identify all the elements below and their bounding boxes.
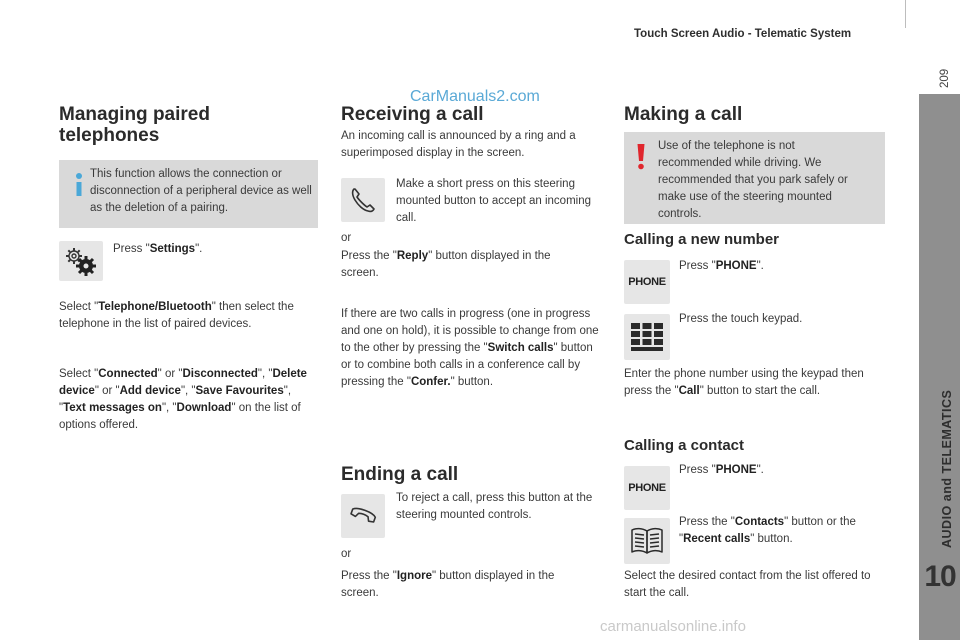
keypad-icon [630, 322, 664, 352]
warning-text: Use of the telephone is not recommended while driving. We recommended that you park safely or make use of the steering mounted controls. [658, 140, 848, 220]
header-title: Touch Screen Audio - Telematic System [634, 28, 852, 40]
enter-number-text: Enter the phone number using the keypad then press the "Call" button to start the call. [624, 368, 864, 397]
steering-reject-button-illustration [341, 494, 385, 538]
or-text-2: or [341, 548, 352, 560]
gear-icon [61, 244, 101, 278]
phone-answer-icon [347, 184, 379, 216]
info-box [59, 160, 318, 228]
select-contact-text: Select the desired contact from the list offered to start the call. [624, 570, 871, 599]
ignore-text: Press the "Ignore" button displayed in the screen. [341, 570, 555, 599]
info-text: This function allows the connection or disconnection of a peripheral device as well as the deletion of a pairing. [90, 168, 312, 214]
select-telephone-text: Select "Telephone/Bluetooth" then select the telephone in the list of paired devices. [59, 301, 294, 330]
page-number: 209 [939, 68, 951, 88]
section-title-making: Making a call [624, 104, 743, 125]
section-title-managing: Managing paired telephones [59, 104, 210, 146]
warning-box [624, 132, 885, 224]
subsection-contact: Calling a contact [624, 437, 745, 454]
phone-label: PHONE [628, 276, 666, 288]
select-options-text: Select "Connected" or "Disconnected", "Delete device" or "Add device", "Save Favourites", "Text messages on", "Download" on the list of options offered. [59, 368, 307, 431]
or-text-1: or [341, 232, 352, 244]
steering-answer-text: Make a short press on this steering mounted button to accept an incoming call. [396, 178, 591, 224]
press-phone-text-1: Press "PHONE". [679, 260, 764, 272]
phone-hangup-icon [347, 500, 379, 532]
phone-label: PHONE [628, 482, 666, 494]
chapter-side-band [919, 94, 960, 640]
receiving-intro-text: An incoming call is announced by a ring and a superimposed display in the screen. [341, 130, 576, 159]
book-icon [629, 526, 665, 556]
section-title-ending: Ending a call [341, 464, 459, 485]
settings-button-illustration [59, 241, 103, 281]
keypad-text: Press the touch keypad. [679, 313, 803, 325]
steering-answer-button-illustration [341, 178, 385, 222]
press-phone-text-2: Press "PHONE". [679, 464, 764, 476]
press-settings-text: Press "Settings". [113, 243, 203, 255]
subsection-new-number: Calling a new number [624, 231, 780, 248]
chapter-label: AUDIO and TELEMATICS [940, 389, 954, 548]
phone-button-illustration-1 [624, 260, 670, 304]
phone-button-illustration-2 [624, 466, 670, 510]
section-title-receiving: Receiving a call [341, 104, 484, 125]
reject-text: To reject a call, press this button at the steering mounted controls. [396, 492, 593, 521]
header-divider [905, 0, 906, 28]
two-calls-text: If there are two calls in progress (one in progress and one on hold), it is possible to change from one to the other by pressing the "Switch calls" button or to combine both calls in a conference call by pressing the "Confer." button. [341, 308, 599, 388]
watermark-top: CarManuals2.com [410, 88, 540, 105]
contacts-text: Press the "Contacts" button or the "Recent calls" button. [679, 516, 856, 545]
chapter-number: 10 [924, 560, 956, 593]
info-icon [73, 172, 85, 198]
watermark-bottom: carmanualsonline.info [600, 618, 746, 635]
keypad-button-illustration [624, 314, 670, 360]
warning-icon [636, 144, 646, 170]
reply-text: Press the "Reply" button displayed in the screen. [341, 250, 551, 279]
contacts-button-illustration [624, 518, 670, 564]
